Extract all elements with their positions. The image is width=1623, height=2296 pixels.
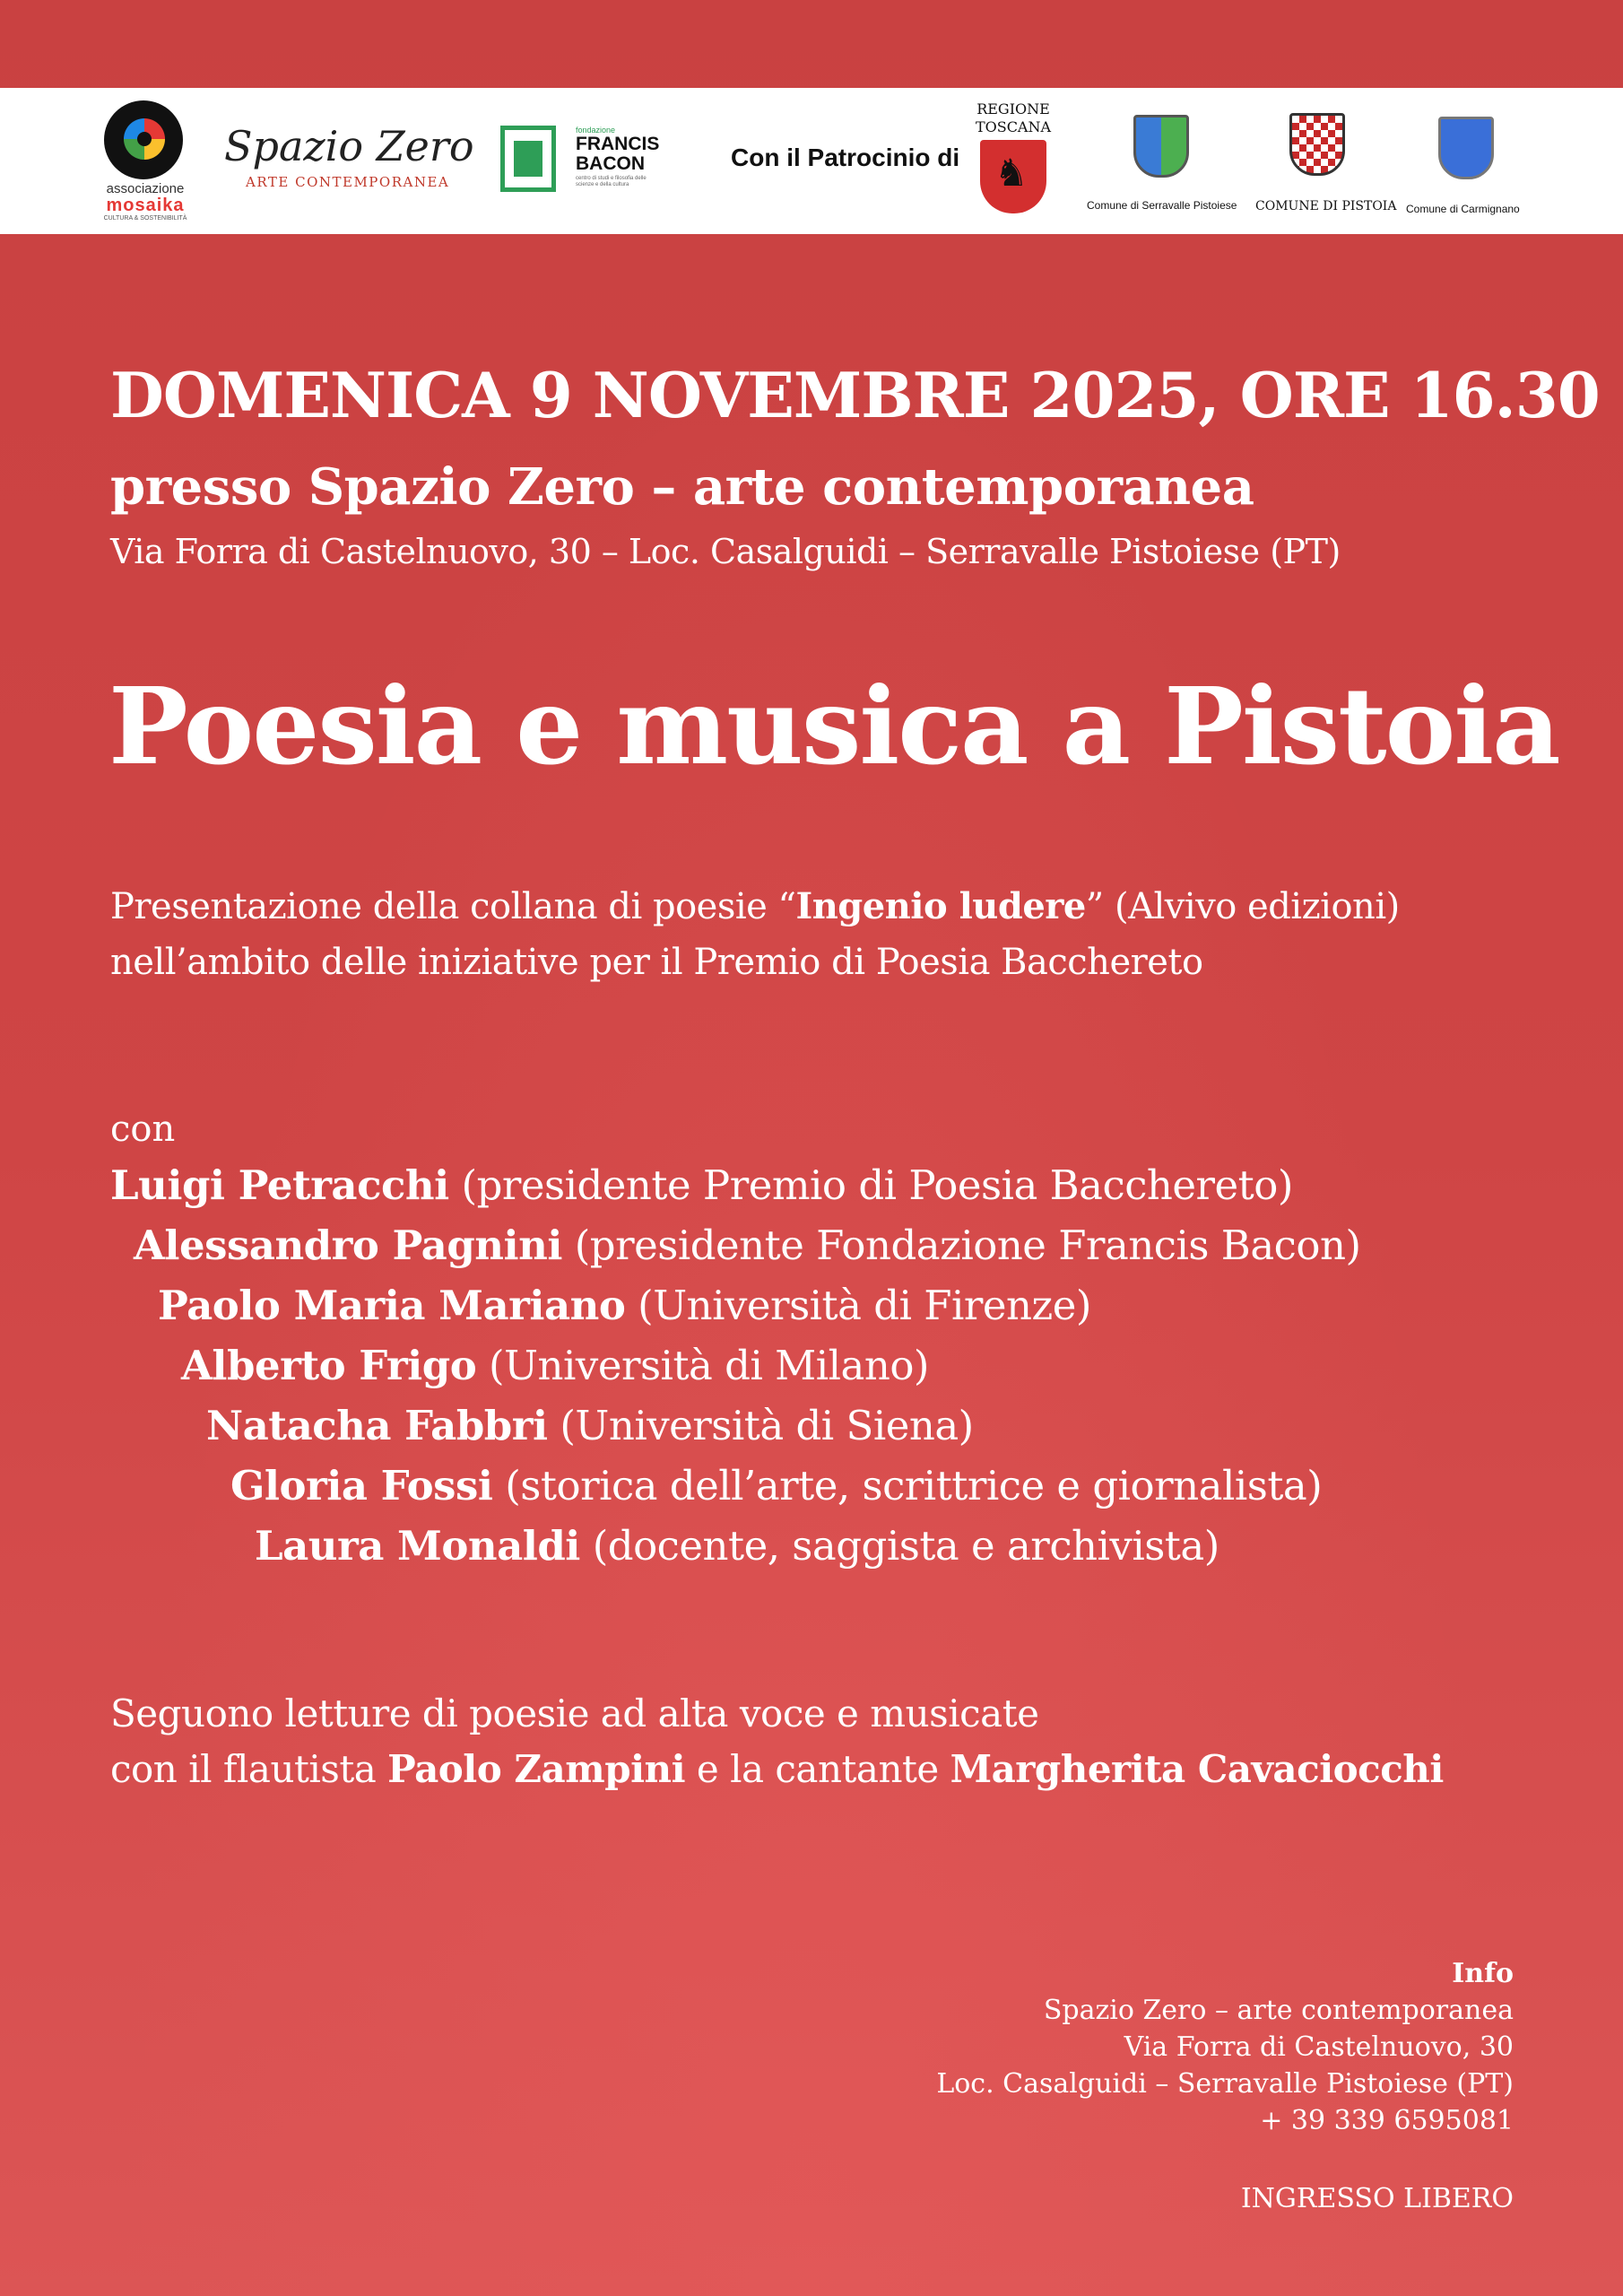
speaker-role: (presidente Premio di Poesia Bacchereto) (448, 1161, 1293, 1209)
event-venue: presso Spazio Zero – arte contemporanea (110, 457, 1254, 517)
info-line2: Via Forra di Castelnuovo, 30 (1124, 2031, 1514, 2063)
closing-line1: Seguono letture di poesie ad alta voce e musicate (110, 1692, 1039, 1735)
sponsor-logo-bar (0, 88, 1623, 234)
mosaika-line2: mosaika (106, 196, 185, 215)
regione-line1: REGIONE (976, 100, 1050, 117)
speaker-item (110, 1396, 1361, 1456)
con-label: con (110, 1109, 176, 1150)
speaker-name: Laura Monaldi (255, 1522, 580, 1570)
speaker-name: Gloria Fossi (230, 1462, 493, 1509)
francis-bacon-logo (500, 126, 660, 196)
speaker-name: Alberto Frigo (181, 1342, 477, 1389)
speaker-item (110, 1155, 1361, 1215)
mosaika-logo (100, 100, 190, 226)
bacon-tagline: centro di studi e filosofia delle scienze e della cultura (576, 176, 647, 187)
intro-line2: nell’ambito delle iniziative per il Premio di Poesia Bacchereto (110, 942, 1203, 983)
serravalle-label: Comune di Serravalle Pistoiese (1087, 199, 1237, 212)
carmignano-shield-icon (1438, 117, 1494, 179)
info-block (936, 1955, 1514, 2139)
regione-line2: TOSCANA (975, 118, 1052, 135)
francis-bacon-mark-icon (500, 126, 556, 192)
speaker-name: Luigi Petracchi (110, 1161, 449, 1209)
mosaika-line3: CULTURA & SOSTENIBILITÀ (103, 215, 187, 222)
pegasus-shield-icon: ♞ (980, 140, 1046, 213)
speaker-role: (Università di Firenze) (625, 1282, 1091, 1329)
spazio-zero-subtitle: ARTE CONTEMPORANEA (246, 174, 450, 190)
series-name: Ingenio ludere (795, 885, 1086, 927)
speaker-item (110, 1275, 1361, 1335)
intro-text (110, 879, 1400, 990)
speaker-item (110, 1456, 1361, 1516)
closing-line2: con il flautista Paolo Zampini e la cantante Margherita Cavaciocchi (110, 1747, 1444, 1791)
bacon-name: FRANCIS BACON (576, 134, 660, 174)
mosaika-emblem-icon (104, 100, 183, 179)
info-line3: Loc. Casalguidi – Serravalle Pistoiese (PT) (936, 2068, 1514, 2100)
speaker-name: Natacha Fabbri (206, 1402, 548, 1449)
info-phone: + 39 339 6595081 (1260, 2105, 1514, 2136)
event-date-time: DOMENICA 9 NOVEMBRE 2025, ORE 16.30 (110, 360, 1600, 432)
patrocinio-label: Con il Patrocinio di (731, 144, 960, 171)
speaker-role: (Università di Milano) (476, 1342, 929, 1389)
carmignano-label: Comune di Carmignano (1406, 203, 1520, 215)
event-title: Poesia e musica a Pistoia (108, 664, 1559, 788)
event-address: Via Forra di Castelnuovo, 30 – Loc. Casalguidi – Serravalle Pistoiese (PT) (110, 532, 1341, 571)
pistoia-shield-icon (1289, 113, 1345, 176)
speaker-role: (presidente Fondazione Francis Bacon) (561, 1222, 1361, 1269)
bacon-small-text: fondazione (576, 126, 616, 135)
speaker-item (110, 1335, 1361, 1396)
pistoia-label: COMUNE DI PISTOIA (1255, 199, 1397, 213)
ingresso-libero: INGRESSO LIBERO (1240, 2183, 1514, 2214)
speaker-name: Paolo Maria Mariano (158, 1282, 626, 1329)
speaker-name: Alessandro Pagnini (134, 1222, 562, 1269)
flautist-name: Paolo Zampini (387, 1747, 686, 1791)
info-line1: Spazio Zero – arte contemporanea (1043, 1995, 1514, 2026)
pistoia-crest-logo (1254, 99, 1397, 224)
speaker-role: (docente, saggista e archivista) (579, 1522, 1219, 1570)
speaker-role: (Università di Siena) (547, 1402, 974, 1449)
singer-name: Margherita Cavaciocchi (950, 1747, 1444, 1791)
mosaika-line1: associazione (106, 181, 185, 196)
serravalle-shield-icon (1133, 115, 1189, 178)
info-title: Info (1452, 1958, 1514, 1989)
closing-text (110, 1686, 1444, 1797)
spazio-zero-name: Spazio Zero (224, 122, 474, 170)
intro-line1: Presentazione della collana di poesie “Ingenio ludere” (Alvivo edizioni) (110, 885, 1400, 927)
spazio-zero-logo (224, 122, 474, 203)
speaker-item (110, 1516, 1361, 1576)
carmignano-crest-logo (1406, 99, 1523, 224)
speaker-list (110, 1155, 1361, 1576)
speaker-item (110, 1215, 1361, 1275)
speaker-role: (storica dell’arte, scrittrice e giornalista) (492, 1462, 1323, 1509)
regione-toscana-logo (973, 100, 1054, 226)
serravalle-crest-logo (1087, 99, 1237, 224)
